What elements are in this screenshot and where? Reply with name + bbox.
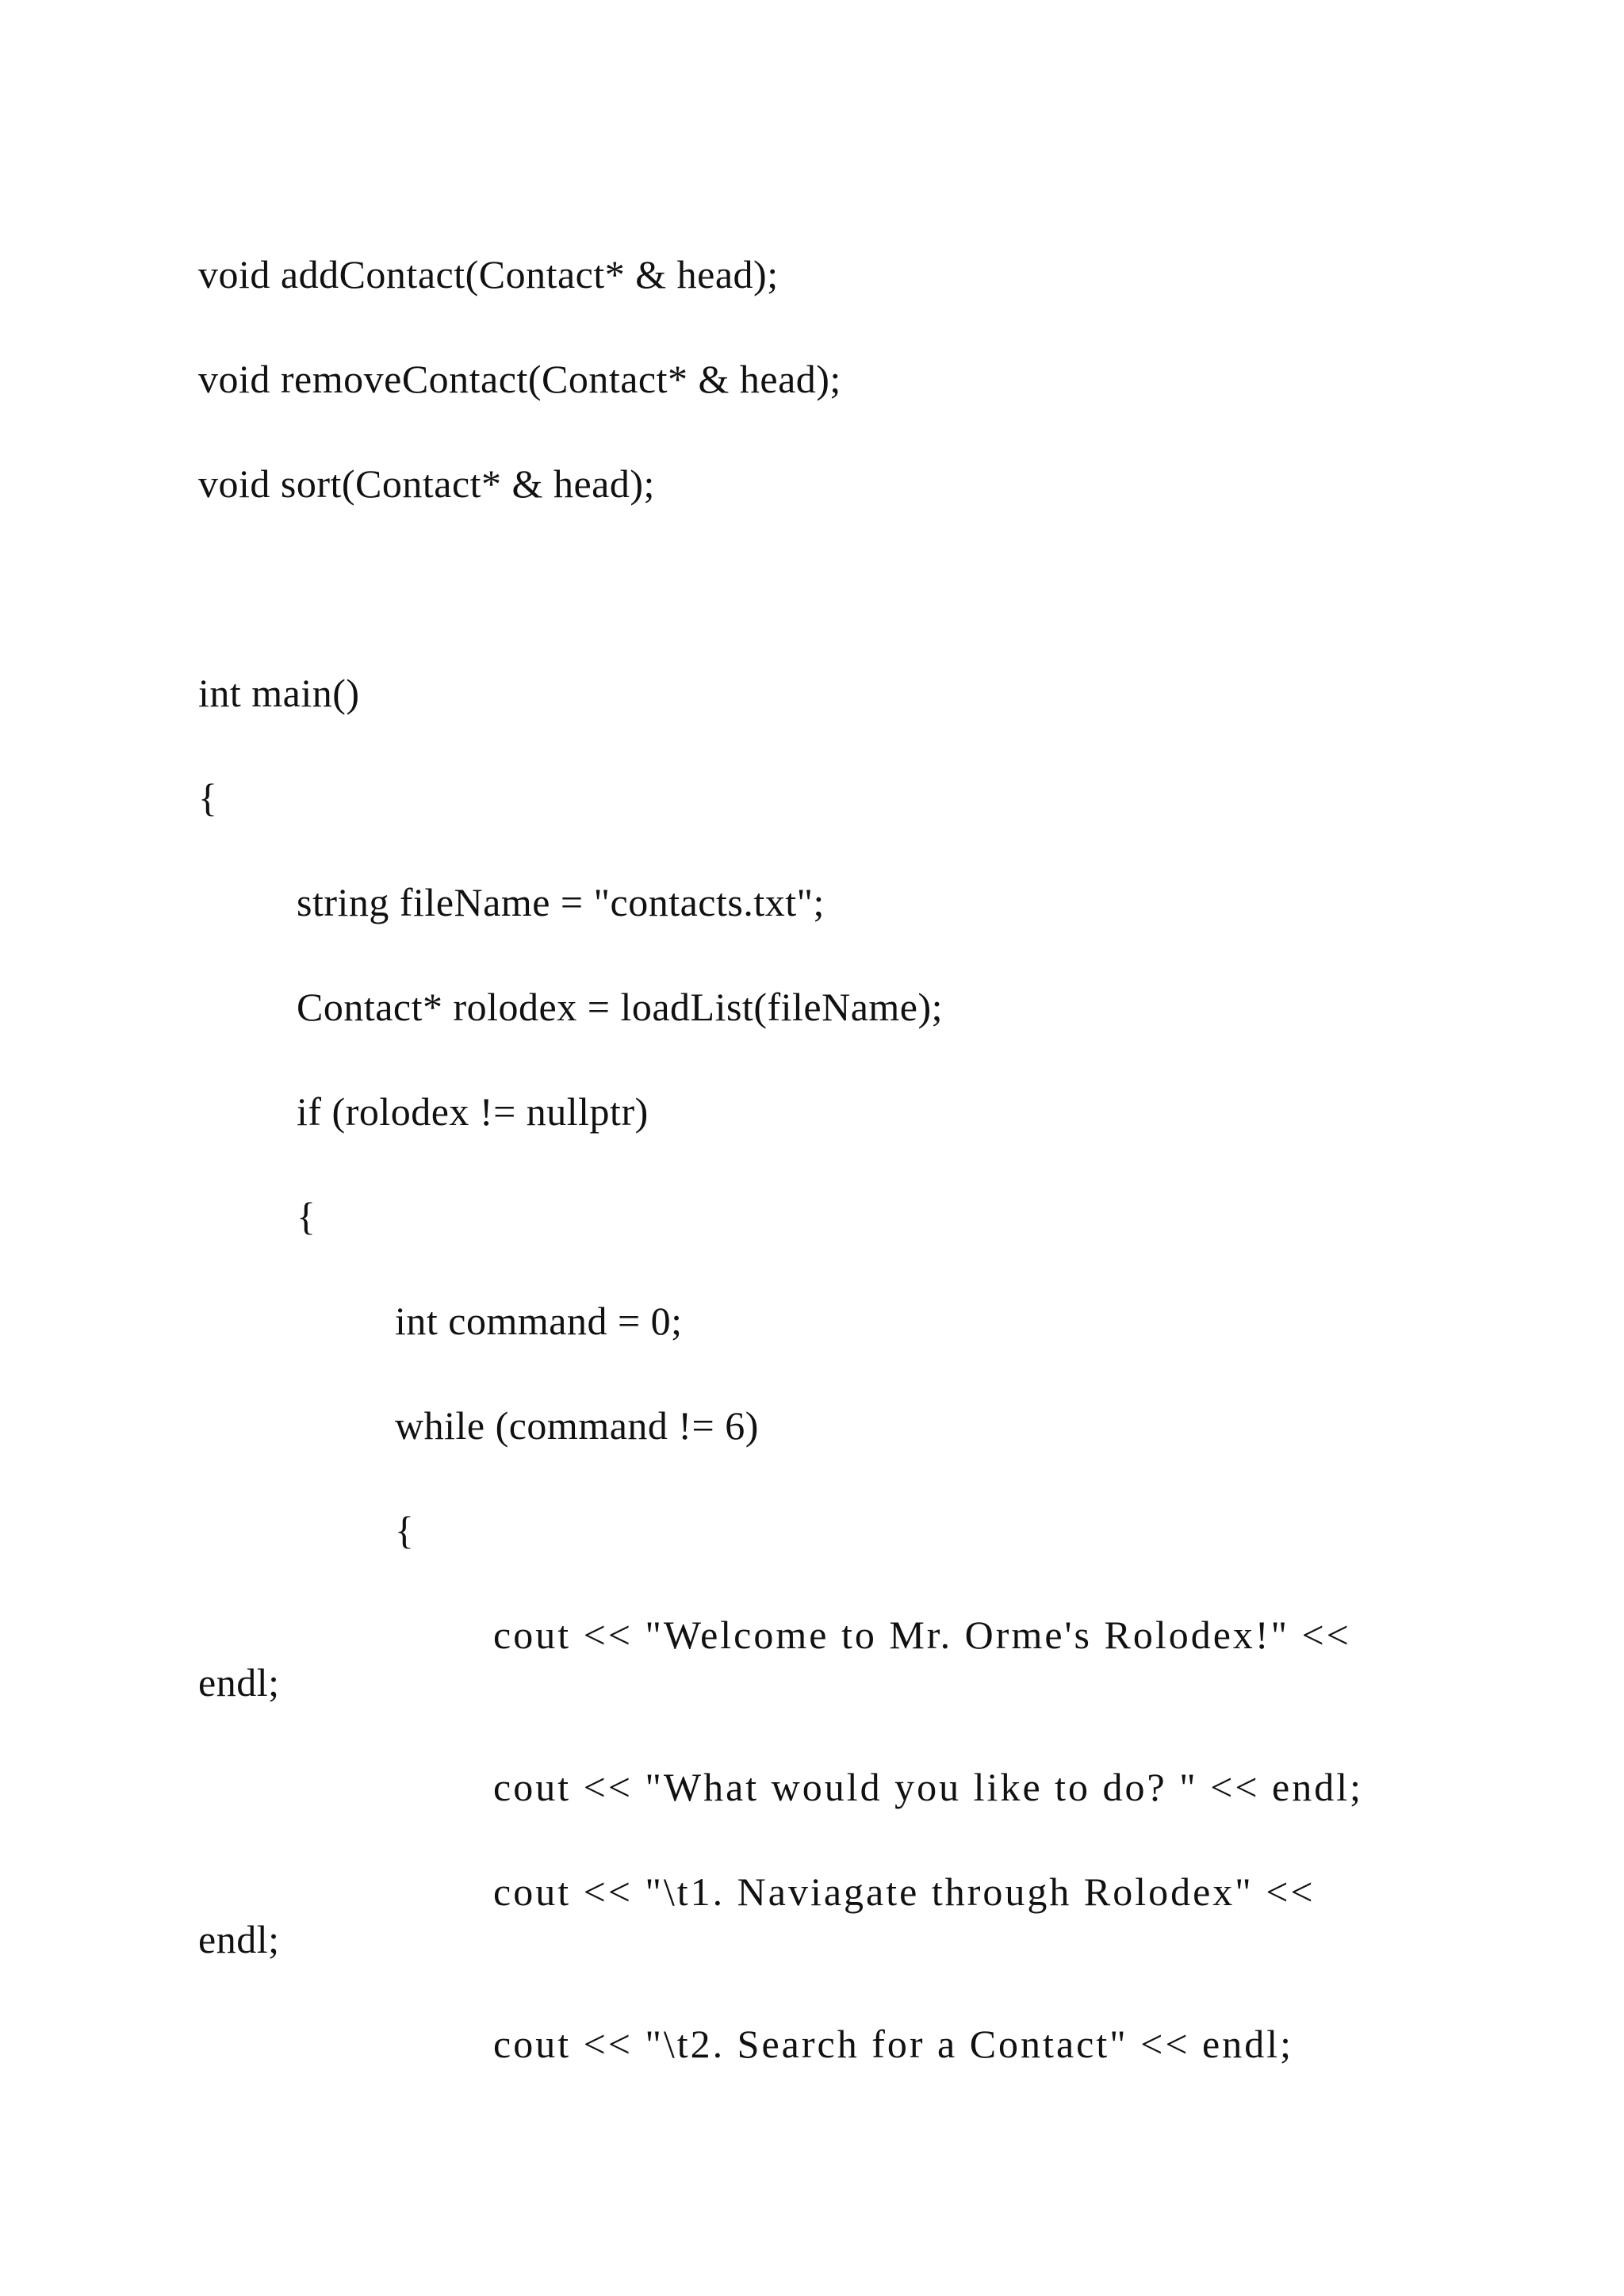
code-line-if-rolodex: if (rolodex != nullptr): [297, 1089, 649, 1134]
code-line-option-search: cout << "\t2. Search for a Contact" << endl;: [493, 2022, 1294, 2066]
code-line-welcome-message: cout << "Welcome to Mr. Orme's Rolodex!" <<: [493, 1613, 1351, 1657]
code-line-option-navigate: cout << "\t1. Naviagate through Rolodex" <<: [493, 1869, 1316, 1914]
code-line-what-to-do: cout << "What would you like to do? " << endl;: [493, 1765, 1364, 1809]
code-line-navigate-endl: endl;: [198, 1917, 280, 1961]
code-line-main-signature: int main(): [198, 671, 360, 715]
code-line-if-open-brace: {: [297, 1194, 316, 1238]
code-line-main-open-brace: {: [198, 775, 218, 820]
code-line-file-name: string fileName = "contacts.txt";: [297, 880, 825, 924]
code-line-sort: void sort(Contact* & head);: [198, 461, 655, 506]
code-line-add-contact: void addContact(Contact* & head);: [198, 252, 779, 297]
code-line-rolodex-load: Contact* rolodex = loadList(fileName);: [297, 985, 944, 1029]
code-line-while-open-brace: {: [395, 1508, 415, 1552]
code-line-welcome-endl: endl;: [198, 1660, 280, 1705]
code-line-remove-contact: void removeContact(Contact* & head);: [198, 357, 841, 401]
code-line-command-init: int command = 0;: [395, 1299, 683, 1343]
code-line-while-command: while (command != 6): [395, 1403, 759, 1448]
